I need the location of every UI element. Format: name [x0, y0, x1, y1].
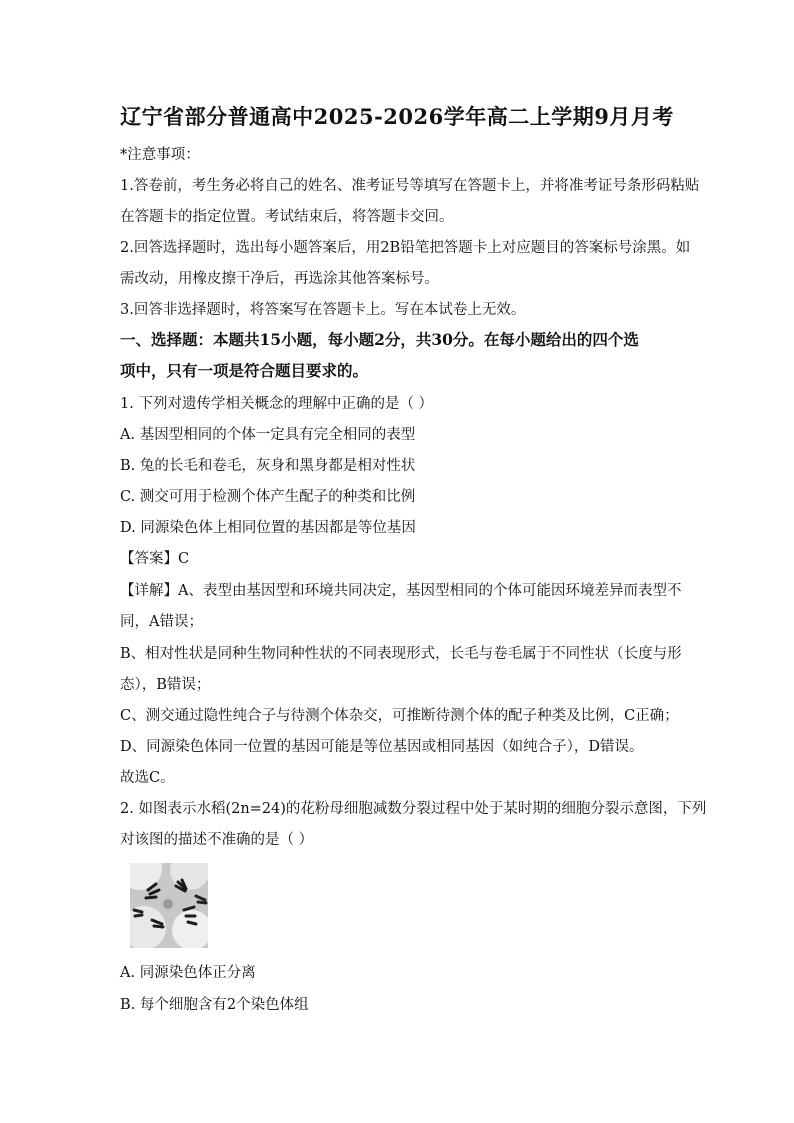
question-1-option: A. 基因型相同的个体一定具有完全相同的表型 [120, 427, 416, 443]
question-1-option: C. 测交可用于检测个体产生配子的种类和比例 [120, 489, 416, 505]
question-1-option: B. 兔的长毛和卷毛，灰身和黑身都是相对性状 [120, 458, 416, 474]
cell-division-micrograph [130, 860, 208, 948]
notice-line: 3.回答非选择题时，将答案写在答题卡上。写在本试卷上无效。 [120, 302, 526, 318]
question-1-explanation: 态），B错误； [120, 677, 211, 693]
exam-title: 辽宁省部分普通高中2025-2026学年高二上学期9月月考 [120, 104, 674, 129]
question-1-conclusion: 故选C。 [120, 770, 175, 786]
question-2-option: A. 同源染色体正分离 [120, 965, 256, 981]
question-1-option: D. 同源染色体上相同位置的基因都是等位基因 [120, 520, 416, 536]
question-1-explanation: 【详解】A、表型由基因型和环境共同决定，基因型相同的个体可能因环境差异而表型不 [120, 583, 682, 599]
question-1-explanation: B、相对性状是同种生物同种性状的不同表现形式，长毛与卷毛属于不同性状（长度与形 [120, 646, 682, 662]
question-1-answer: 【答案】C [120, 551, 190, 567]
notice-heading: *注意事项： [120, 147, 200, 163]
question-1-explanation: C、测交通过隐性纯合子与待测个体杂交，可推断待测个体的配子种类及比例，C正确； [120, 708, 679, 724]
question-2-option: B. 每个细胞含有2个染色体组 [120, 997, 309, 1013]
notice-line: 在答题卡的指定位置。考试结束后，将答题卡交回。 [120, 209, 454, 225]
question-2-stem: 对该图的描述不准确的是（ ） [120, 832, 314, 848]
section-title: 一、选择题：本题共15小题，每小题2分，共30分。在每小题给出的四个选 [120, 330, 639, 349]
section-title: 项中，只有一项是符合题目要求的。 [120, 361, 369, 380]
question-1-explanation: 同，A错误； [120, 614, 203, 630]
notice-line: 1.答卷前，考生务必将自己的姓名、准考证号等填写在答题卡上，并将准考证号条形码粘贴 [120, 178, 700, 194]
question-1-stem: 1. 下列对遗传学相关概念的理解中正确的是（ ） [120, 396, 434, 412]
notice-line: 需改动，用橡皮擦干净后，再选涂其他答案标号。 [120, 271, 439, 287]
question-1-explanation: D、同源染色体同一位置的基因可能是等位基因或相同基因（如纯合子），D错误。 [120, 739, 644, 755]
notice-line: 2.回答选择题时，选出每小题答案后，用2B铅笔把答题卡上对应题目的答案标号涂黑。如 [120, 240, 691, 256]
question-2-stem: 2. 如图表示水稻(2n=24)的花粉母细胞减数分裂过程中处于某时期的细胞分裂示意图，下列 [120, 801, 707, 817]
